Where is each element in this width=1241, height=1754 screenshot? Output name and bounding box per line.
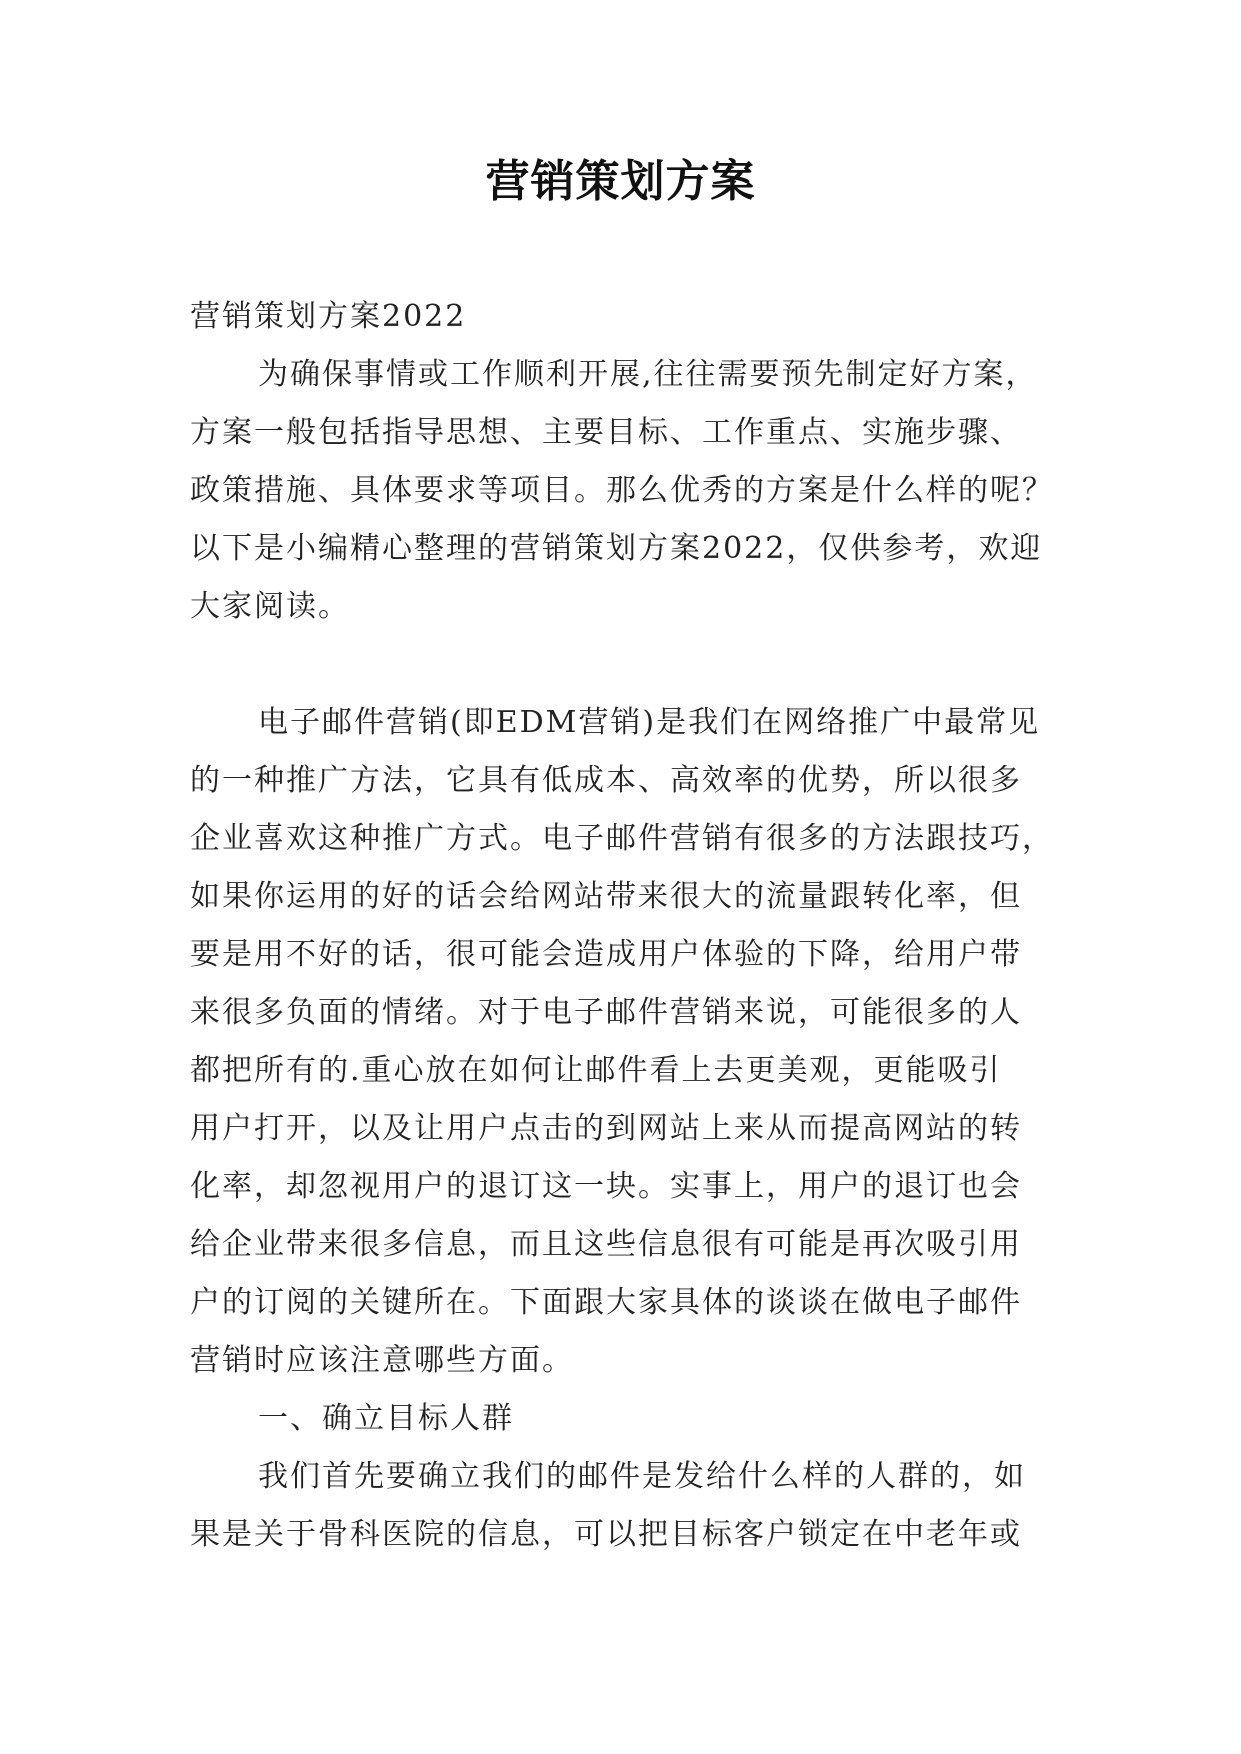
paragraph-line: 果是关于骨科医院的信息，可以把目标客户锁定在中老年或 [190, 1517, 1022, 1552]
paragraph-line: 企业喜欢这种推广方式。电子邮件营销有很多的方法跟技巧， [190, 821, 1054, 856]
paragraph-line: 用户打开，以及让用户点击的到网站上来从而提高网站的转 [190, 1111, 1022, 1146]
paragraph-line: 政策措施、具体要求等项目。那么优秀的方案是什么样的呢？ [190, 473, 1054, 508]
section-heading: 一、确立目标人群 [258, 1401, 514, 1436]
paragraph-line: 要是用不好的话，很可能会造成用户体验的下降，给用户带 [190, 937, 1022, 972]
edm-paragraph [190, 694, 1062, 1390]
paragraph-line: 都把所有的.重心放在如何让邮件看上去更美观，更能吸引 [190, 1053, 1002, 1088]
paragraph-line: 电子邮件营销(即EDM营销)是我们在网络推广中最常见 [258, 705, 1041, 740]
paragraph-spacer [190, 636, 1062, 694]
section-paragraph [190, 1448, 1062, 1564]
paragraph-line: 化率，却忽视用户的退订这一块。实事上，用户的退订也会 [190, 1169, 1022, 1204]
paragraph-line: 户的订阅的关键所在。下面跟大家具体的谈谈在做电子邮件 [190, 1285, 1022, 1320]
paragraph-line: 以下是小编精心整理的营销策划方案2022，仅供参考，欢迎 [190, 531, 1043, 566]
paragraph-line: 的一种推广方法，它具有低成本、高效率的优势，所以很多 [190, 763, 1022, 798]
document-subtitle: 营销策划方案2022 [190, 299, 467, 334]
intro-paragraph [190, 346, 1062, 636]
document-body [190, 288, 1062, 1564]
document-title: 营销策划方案 [485, 156, 756, 207]
paragraph-line: 营销时应该注意哪些方面。 [190, 1343, 574, 1378]
paragraph-line: 来很多负面的情绪。对于电子邮件营销来说，可能很多的人 [190, 995, 1022, 1030]
paragraph-line: 为确保事情或工作顺利开展,往往需要预先制定好方案， [258, 357, 1038, 392]
paragraph-line: 如果你运用的好的话会给网站带来很大的流量跟转化率，但 [190, 879, 1022, 914]
paragraph-line: 大家阅读。 [190, 589, 350, 624]
paragraph-line: 给企业带来很多信息，而且这些信息很有可能是再次吸引用 [190, 1227, 1022, 1262]
paragraph-line: 方案一般包括指导思想、主要目标、工作重点、实施步骤、 [190, 415, 1022, 450]
paragraph-line: 我们首先要确立我们的邮件是发给什么样的人群的，如 [258, 1459, 1026, 1494]
